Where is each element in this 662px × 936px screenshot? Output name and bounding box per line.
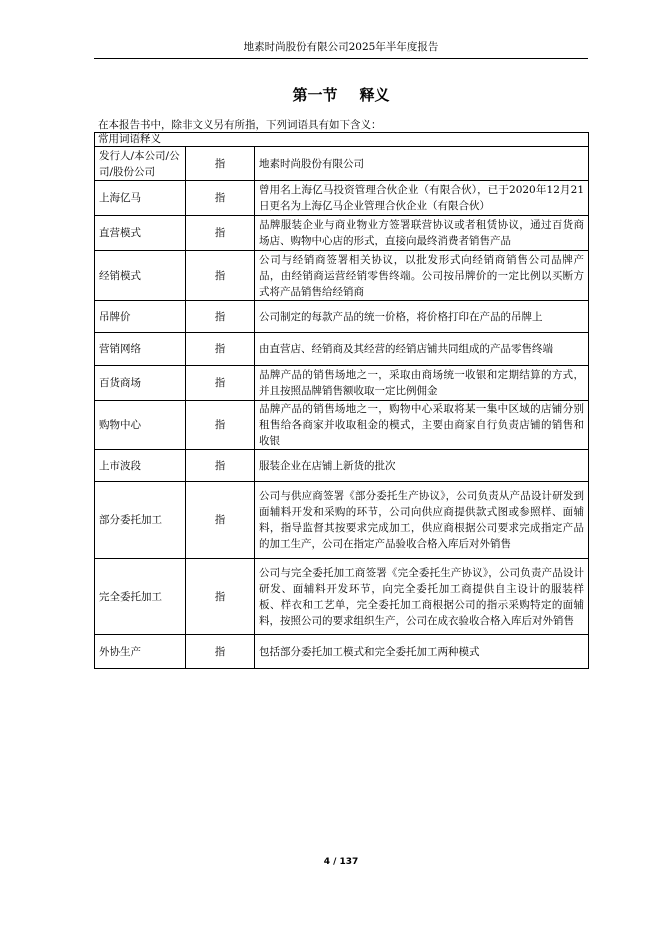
term-cell: 吊牌价 [95, 301, 186, 333]
definition-cell: 公司与供应商签署《部分委托生产协议》，公司负责从产品设计研发到面辅料开发和采购的环节，公司向供应商提供款式图或参照样、面辅料，指导监督其按要求完成加工，供应商根据公司要求完成指定产品的加工生产，公司在指定产品验收合格入库后对外销售 [255, 482, 589, 559]
table-row [95, 482, 589, 559]
definition-cell: 曾用名上海亿马投资管理合伙企业（有限合伙），已于2020年12月21日更名为上海亿马企业管理合伙企业（有限合伙） [255, 181, 589, 216]
definition-cell: 公司与经销商签署相关协议，以批发形式向经销商销售公司品牌产品，由经销商运营经销零售终端。公司按吊牌价的一定比例以买断方式将产品销售给经销商 [255, 251, 589, 301]
term-cell: 直营模式 [95, 216, 186, 251]
header-divider [94, 58, 588, 59]
intro-text: 在本报告书中，除非文义另有所指，下列词语具有如下含义： [98, 119, 382, 131]
definitions-table [94, 132, 589, 669]
refers-to-cell: 指 [186, 301, 255, 333]
definition-cell: 品牌产品的销售场地之一，采取由商场统一收银和定期结算的方式，并且按照品牌销售额收取一定比例佣金 [255, 366, 589, 401]
term-cell: 外协生产 [95, 635, 186, 669]
table-row [95, 366, 589, 401]
refers-to-cell: 指 [186, 216, 255, 251]
refers-to-cell: 指 [186, 181, 255, 216]
refers-to-cell: 指 [186, 333, 255, 366]
refers-to-cell: 指 [186, 147, 255, 181]
table-row [95, 401, 589, 450]
definition-cell: 包括部分委托加工模式和完全委托加工两种模式 [255, 635, 589, 669]
refers-to-cell: 指 [186, 635, 255, 669]
running-header: 地素时尚股份有限公司2025年半年度报告 [243, 41, 439, 53]
term-cell: 购物中心 [95, 401, 186, 450]
refers-to-cell: 指 [186, 251, 255, 301]
definition-cell: 地素时尚股份有限公司 [255, 147, 589, 181]
section-title: 释义 [359, 86, 390, 104]
table-row [95, 301, 589, 333]
section-heading [94, 85, 588, 105]
definition-cell: 公司制定的每款产品的统一价格，将价格打印在产品的吊牌上 [255, 301, 589, 333]
term-cell: 上市波段 [95, 450, 186, 482]
term-cell: 上海亿马 [95, 181, 186, 216]
table-row [95, 251, 589, 301]
refers-to-cell: 指 [186, 559, 255, 635]
refers-to-cell: 指 [186, 366, 255, 401]
table-caption-row [95, 133, 589, 147]
table-row [95, 216, 589, 251]
table-row [95, 559, 589, 635]
definition-cell: 品牌产品的销售场地之一，购物中心采取将某一集中区域的店铺分别租售给各商家并收取租金的模式，主要由商家自行负责店铺的销售和收银 [255, 401, 589, 450]
refers-to-cell: 指 [186, 482, 255, 559]
term-cell: 经销模式 [95, 251, 186, 301]
term-cell: 部分委托加工 [95, 482, 186, 559]
refers-to-cell: 指 [186, 450, 255, 482]
section-number: 第一节 [292, 86, 338, 104]
table-row [95, 635, 589, 669]
definition-cell: 公司与完全委托加工商签署《完全委托生产协议》，公司负责产品设计研发、面辅料开发环节，向完全委托加工商提供自主设计的服装样板、样衣和工艺单，完全委托加工商根据公司的指示采购特定的面辅料，按照公司的要求组织生产，公司在成衣验收合格入库后对外销售 [255, 559, 589, 635]
table-row [95, 181, 589, 216]
term-cell: 百货商场 [95, 366, 186, 401]
table-caption: 常用词语释义 [95, 133, 589, 147]
definition-cell: 由直营店、经销商及其经营的经销店铺共同组成的产品零售终端 [255, 333, 589, 366]
table-row [95, 333, 589, 366]
term-cell: 完全委托加工 [95, 559, 186, 635]
definition-cell: 品牌服装企业与商业物业方签署联营协议或者租赁协议，通过百货商场店、购物中心店的形式，直接向最终消费者销售产品 [255, 216, 589, 251]
page-number: 4 / 137 [323, 857, 359, 867]
term-cell: 发行人/本公司/公司/股份公司 [95, 147, 186, 181]
table-row [95, 147, 589, 181]
table-row [95, 450, 589, 482]
term-cell: 营销网络 [95, 333, 186, 366]
definition-cell: 服装企业在店铺上新货的批次 [255, 450, 589, 482]
refers-to-cell: 指 [186, 401, 255, 450]
